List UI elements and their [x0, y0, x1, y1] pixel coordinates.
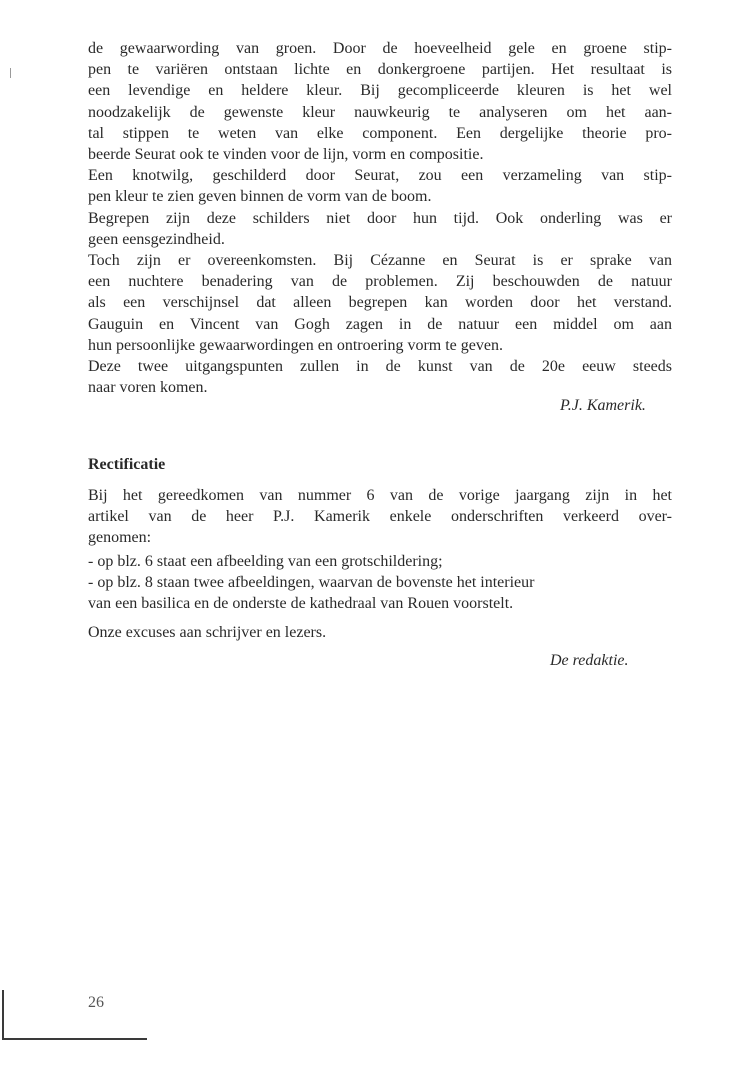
article-line: een levendige en heldere kleur. Bij gecompliceerde kleuren is het wel: [88, 82, 672, 100]
article-line: noodzakelijk de gewenste kleur nauwkeurig te analyseren om het aan-: [88, 103, 672, 121]
article-line: Toch zijn er overeenkomsten. Bij Cézanne en Seurat is er sprake van: [88, 252, 672, 270]
rectificatie-list: [88, 551, 672, 615]
article-line: tal stippen te weten van elke component. Een dergelijke theorie pro-: [88, 124, 672, 142]
list-item: - op blz. 6 staat een afbeelding van een grotschildering;: [88, 553, 443, 570]
article-line: Een knotwilg, geschilderd door Seurat, zou een verzameling van stip-: [88, 167, 672, 185]
section-heading-rectificatie: Rectificatie: [88, 456, 166, 473]
article-line: Begrepen zijn deze schilders niet door hun tijd. Ook onderling was er: [88, 209, 672, 227]
scan-edge-horizontal: [2, 1038, 147, 1040]
article-line: de gewaarwording van groen. Door de hoeveelheid gele en groene stip-: [88, 40, 672, 57]
article-line: pen kleur te zien geven binnen de vorm van de boom.: [88, 188, 432, 206]
rectificatie-closing: [88, 622, 672, 643]
list-item: - op blz. 8 staan twee afbeeldingen, waarvan de bovenste het interieur: [88, 574, 535, 592]
article-line: Deze twee uitgangspunten zullen in de kunst van de 20e eeuw steeds: [88, 358, 672, 376]
article-line: geen eensgezindheid.: [88, 230, 225, 248]
list-item: van een basilica en de onderste de kathedraal van Rouen voorstelt.: [88, 595, 514, 613]
article-line: pen te variëren ontstaan lichte en donkergroene partijen. Het resultaat is: [88, 61, 672, 79]
article-line: beerde Seurat ook te vinden voor de lijn, vorm en compositie.: [88, 146, 484, 164]
rectificatie-intro: [88, 485, 672, 549]
article-line: als een verschijnsel dat alleen begrepen kan worden door het verstand.: [88, 294, 672, 312]
editorial-signature: De redaktie.: [550, 652, 629, 669]
article-line: een nuchtere benadering van de problemen. Zij beschouwden de natuur: [88, 273, 672, 291]
closing-line: Onze excuses aan schrijver en lezers.: [88, 624, 327, 641]
article-signature: P.J. Kamerik.: [560, 397, 646, 414]
scan-edge-vertical: [2, 990, 4, 1040]
rectificatie-intro-line: Bij het gereedkomen van nummer 6 van de vorige jaargang zijn in het: [88, 487, 672, 504]
article-line: naar voren komen.: [88, 379, 208, 397]
article-body: [88, 38, 672, 398]
scan-artifact-mark: [10, 68, 11, 78]
rectificatie-intro-line: artikel van de heer P.J. Kamerik enkele onderschriften verkeerd over-: [88, 508, 672, 526]
page-number: 26: [88, 994, 104, 1011]
article-line: Gauguin en Vincent van Gogh zagen in de natuur een middel om aan: [88, 315, 672, 333]
rectificatie-intro-line: genomen:: [88, 529, 152, 547]
article-line: hun persoonlijke gewaarwordingen en ontroering vorm te geven.: [88, 336, 503, 354]
